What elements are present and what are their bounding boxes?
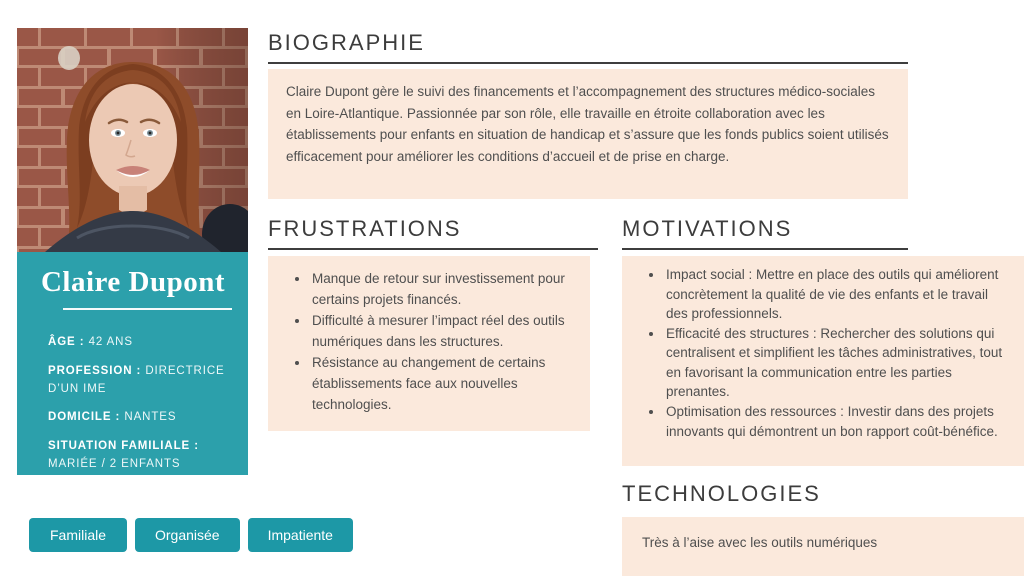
frustration-item: • Résistance au changement de certains établissements face aux nouvelles technologies. [310,353,578,416]
section-rule [268,248,598,250]
motivation-item: • Efficacité des structures : Rechercher des solutions qui centralisent et simplifient les tâches administratives, tout en favorisant la communication entre les parties prenantes. [664,324,1010,402]
biographie-text: Claire Dupont gère le suivi des financements et l’accompagnement des structures médico-sociales en Loire-Atlantique. Passionnée par son rôle, elle travaille en étroite collaboration avec les établissements pour enfants en situation de handicap et s’assure que les fonds publics soient utilisés efficacement pour améliorer les conditions d’accueil et de prise en charge. [286,84,889,164]
detail-label: PROFESSION : [48,364,142,377]
section-title-frustrations: FRUSTRATIONS [268,216,462,241]
section-biographie [268,30,908,199]
personality-tags [29,518,353,552]
frustration-item: • Difficulté à mesurer l’impact réel des outils numériques dans les structures. [310,311,578,353]
persona-name: Claire Dupont [40,266,225,298]
frustrations-list [284,269,578,415]
section-technologies [622,481,1024,576]
detail-value: 42 ANS [88,336,133,348]
section-frustrations [268,216,598,431]
tag-familiale[interactable]: Familiale [29,518,127,552]
technologies-block [622,517,1024,576]
persona-photo [17,28,248,252]
section-rule [268,62,908,64]
motivations-block [622,256,1024,466]
frustration-item: • Manque de retour sur investissement pour certains projets financés. [310,269,578,311]
persona-detail-domicile [48,409,234,427]
persona-detail-profession [48,363,234,399]
detail-value: NANTES [124,411,177,424]
detail-value: MARIÉE / 2 ENFANTS [48,458,181,471]
detail-label: SITUATION FAMILIALE : [48,440,199,453]
section-title-biographie: BIOGRAPHIE [268,30,425,55]
section-title-motivations: MOTIVATIONS [622,216,793,241]
technologies-text: Très à l’aise avec les outils numériques [642,535,878,550]
portrait-illustration [17,28,248,252]
name-underline [63,308,232,310]
section-rule [622,248,908,250]
motivations-list [640,265,1010,441]
frustrations-block [268,256,590,431]
motivation-item: • Impact social : Mettre en place des outils qui améliorent concrètement la qualité de vie des enfants et le travail des professionnels. [664,265,1010,324]
detail-value: DIRECTRICE D’UN IME [48,364,225,395]
section-motivations [622,216,1024,466]
detail-label: ÂGE : [48,336,85,348]
tag-organisee[interactable]: Organisée [135,518,240,552]
tag-impatiente[interactable]: Impatiente [248,518,353,552]
biographie-block [268,69,908,199]
persona-detail-age [48,334,234,352]
persona-detail-situation-familiale [48,438,234,474]
detail-label: DOMICILE : [48,411,121,424]
section-title-technologies: TECHNOLOGIES [622,481,821,506]
persona-details [48,334,234,474]
persona-info-panel [17,252,248,475]
motivation-item: • Optimisation des ressources : Investir dans des projets innovants qui démontrent un bon rapport coût-bénéfice. [664,402,1010,441]
